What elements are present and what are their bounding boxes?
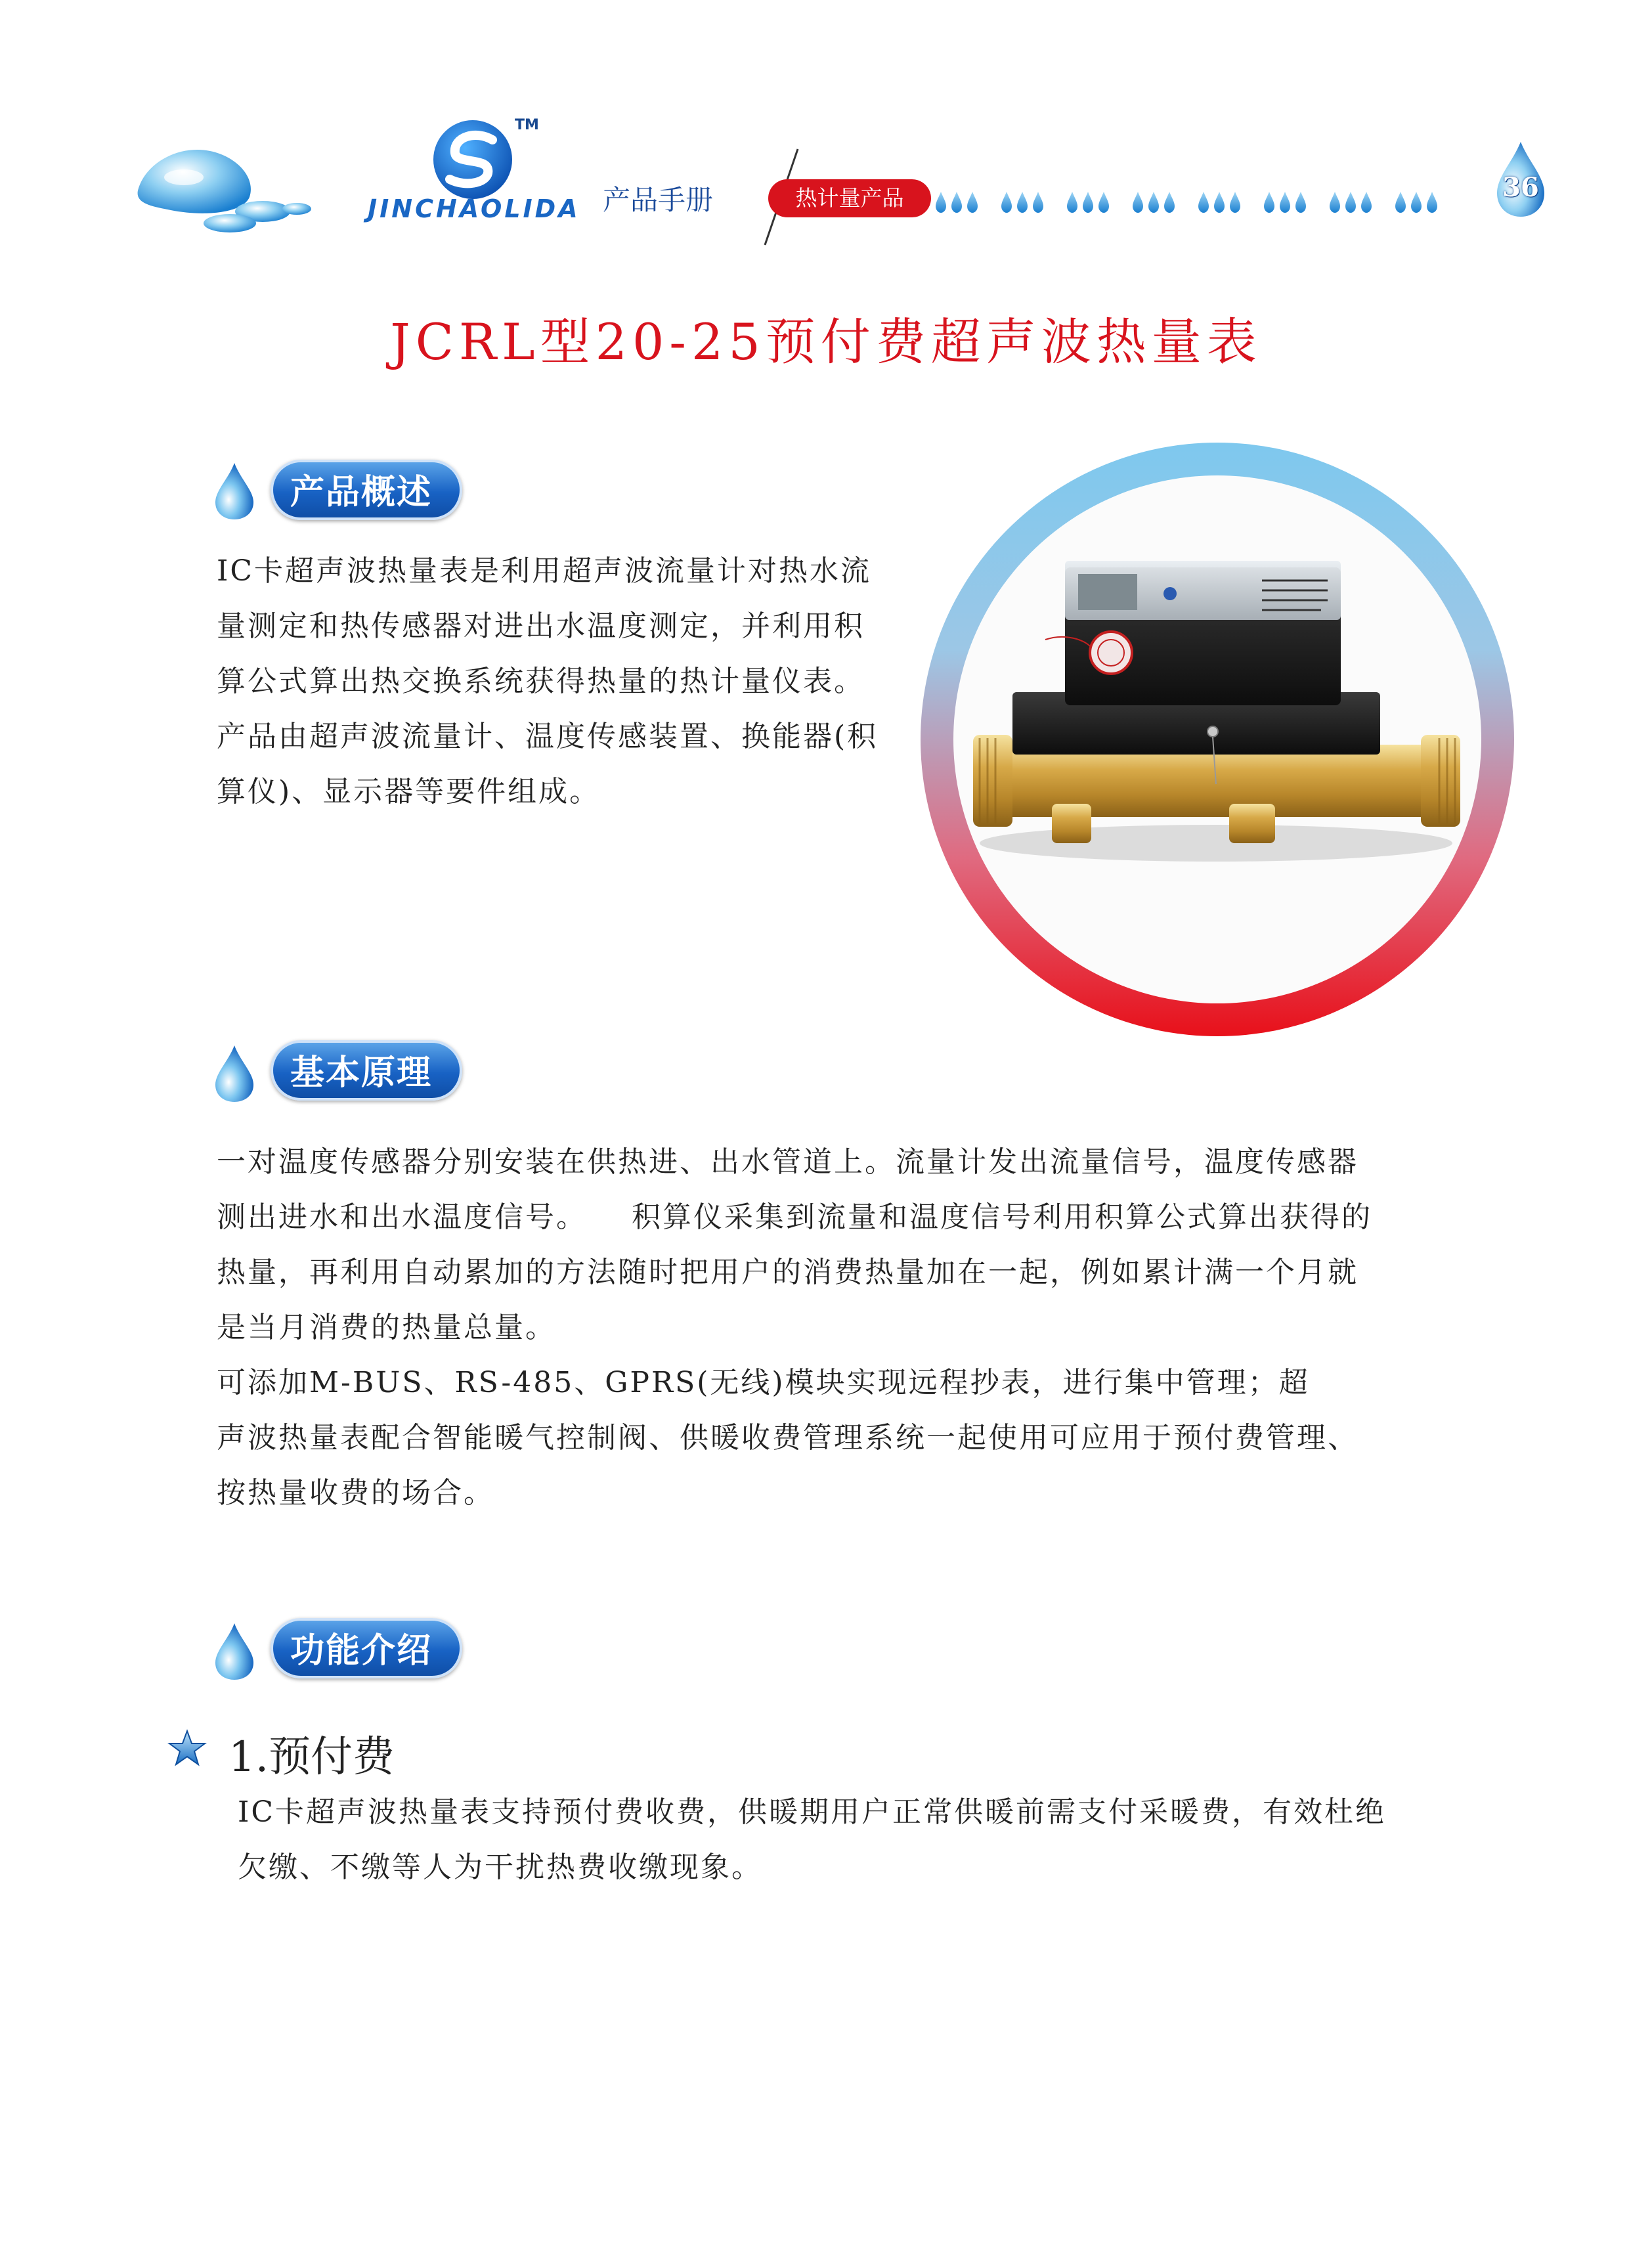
text-line: 按热量收费的场合。 [217, 1476, 494, 1510]
text-line: 是当月消费的热量总量。 [217, 1311, 556, 1344]
heat-meter-illustration [953, 475, 1481, 1003]
text-line: 算公式算出热交换系统获得热量的热计量仪表。 [217, 665, 865, 698]
text-line: 可添加M-BUS、RS-485、GPRS(无线)模块实现远程抄表，进行集中管理；超 [217, 1366, 1310, 1399]
text-line: IC卡超声波热量表支持预付费收费，供暖期用户正常供暖前需支付采暖费，有效杜绝 [238, 1795, 1387, 1829]
category-badge: 热计量产品 [768, 179, 931, 217]
manual-label: 产品手册 [603, 184, 714, 216]
page-title: JCRL型20-25预付费超声波热量表 [390, 313, 1262, 371]
logo-swirl-icon [430, 117, 515, 202]
features-text [238, 1785, 1386, 1895]
text-line: 欠缴、不缴等人为干扰热费收缴现象。 [238, 1851, 762, 1884]
section-heading-principle: 基本原理 [271, 1040, 462, 1101]
text-line: 测出进水和出水温度信号。 积算仪采集到流量和温度信号利用积算公式算出获得的 [217, 1200, 1372, 1234]
text-line: 算仪)、显示器等要件组成。 [217, 775, 601, 808]
water-drop-icon [214, 1044, 255, 1103]
text-line: 产品由超声波流量计、温度传感装置、换能器(积 [217, 720, 879, 753]
section-heading-features: 功能介绍 [271, 1618, 462, 1678]
water-drop-icon [214, 1622, 255, 1681]
text-line: 热量，再利用自动累加的方法随时把用户的消费热量加在一起，例如累计满一个月就 [217, 1256, 1359, 1289]
water-drop-icon [936, 192, 946, 213]
water-splash-icon [131, 131, 315, 236]
feature-item-title: 1.预付费 [228, 1733, 395, 1782]
text-line: 量测定和热传感器对进出水温度测定，并利用积 [217, 609, 865, 643]
principle-text [217, 1135, 1372, 1521]
text-line: 声波热量表配合智能暖气控制阀、供暖收费管理系统一起使用可应用于预付费管理、 [217, 1421, 1359, 1455]
product-photo [953, 475, 1481, 1003]
overview-text [217, 544, 878, 820]
brand-name: JINCHAOLIDA [368, 194, 580, 223]
star-icon [167, 1729, 207, 1768]
text-line: 一对温度传感器分别安装在供热进、出水管道上。流量计发出流量信号，温度传感器 [217, 1145, 1359, 1179]
text-line: IC卡超声波热量表是利用超声波流量计对热水流 [217, 554, 872, 588]
page-number: 36 [1502, 172, 1539, 203]
section-heading-overview: 产品概述 [271, 460, 462, 520]
drops-row [936, 190, 1474, 217]
trademark: TM [515, 117, 539, 133]
water-drop-icon [214, 462, 255, 521]
